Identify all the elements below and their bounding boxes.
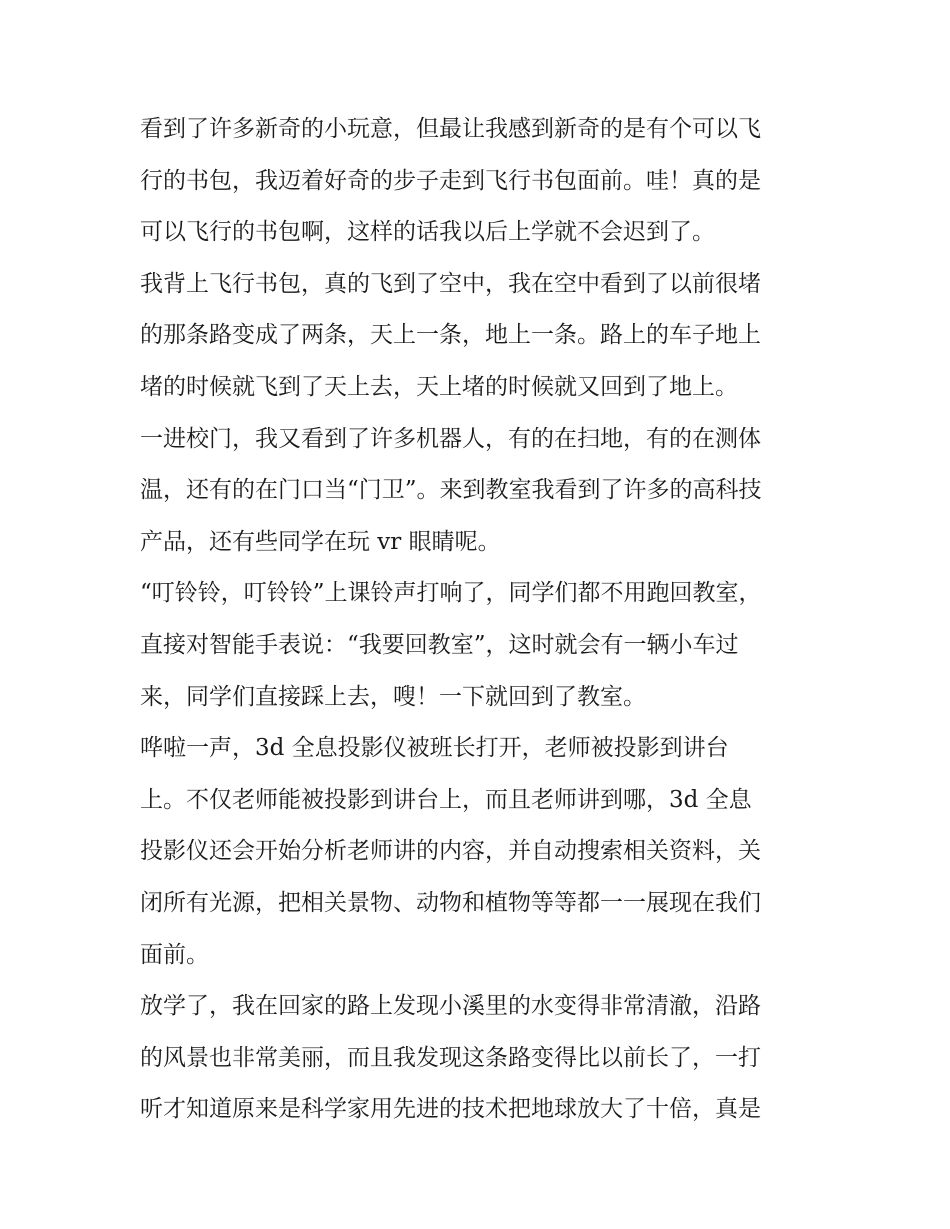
text-line: 我背上飞行书包，真的飞到了空中，我在空中看到了以前很堵 — [140, 270, 761, 297]
text-line: 堵的时候就飞到了天上去，天上堵的时候就又回到了地上。 — [140, 373, 738, 400]
text-line: 行的书包，我迈着好奇的步子走到飞行书包面前。哇！真的是 — [140, 167, 761, 194]
text-line: 产品，还有些同学在玩 vr 眼睛呢。 — [140, 528, 501, 555]
text-line: 闭所有光源，把相关景物、动物和植物等等都一一展现在我们 — [140, 889, 761, 916]
text-line: 温，还有的在门口当“门卫”。来到教室我看到了许多的高科技 — [140, 477, 762, 504]
text-line: 上。不仅老师能被投影到讲台上，而且老师讲到哪，3d 全息 — [140, 786, 752, 813]
text-line: 的风景也非常美丽，而且我发现这条路变得比以前长了，一打 — [140, 1044, 761, 1071]
text-line: 面前。 — [140, 941, 209, 968]
text-line: 听才知道原来是科学家用先进的技术把地球放大了十倍，真是 — [140, 1096, 761, 1123]
text-line: “叮铃铃，叮铃铃”上课铃声打响了，同学们都不用跑回教室， — [140, 580, 762, 607]
text-line: 哗啦一声，3d 全息投影仪被班长打开，老师被投影到讲台 — [140, 735, 729, 762]
text-line: 一进校门，我又看到了许多机器人，有的在扫地，有的在测体 — [140, 425, 761, 452]
text-line: 的那条路变成了两条，天上一条，地上一条。路上的车子地上 — [140, 322, 761, 349]
text-line: 放学了，我在回家的路上发现小溪里的水变得非常清澈，沿路 — [140, 993, 761, 1020]
text-line: 来，同学们直接踩上去，嗖！一下就回到了教室。 — [140, 683, 646, 710]
text-line: 看到了许多新奇的小玩意，但最让我感到新奇的是有个可以飞 — [140, 116, 761, 142]
document-body — [140, 104, 830, 1136]
text-line: 可以飞行的书包啊，这样的话我以后上学就不会迟到了。 — [140, 219, 715, 246]
text-line: 直接对智能手表说：“我要回教室”，这时就会有一辆小车过 — [140, 631, 739, 658]
text-line: 投影仪还会开始分析老师讲的内容，并自动搜索相关资料，关 — [140, 838, 761, 865]
